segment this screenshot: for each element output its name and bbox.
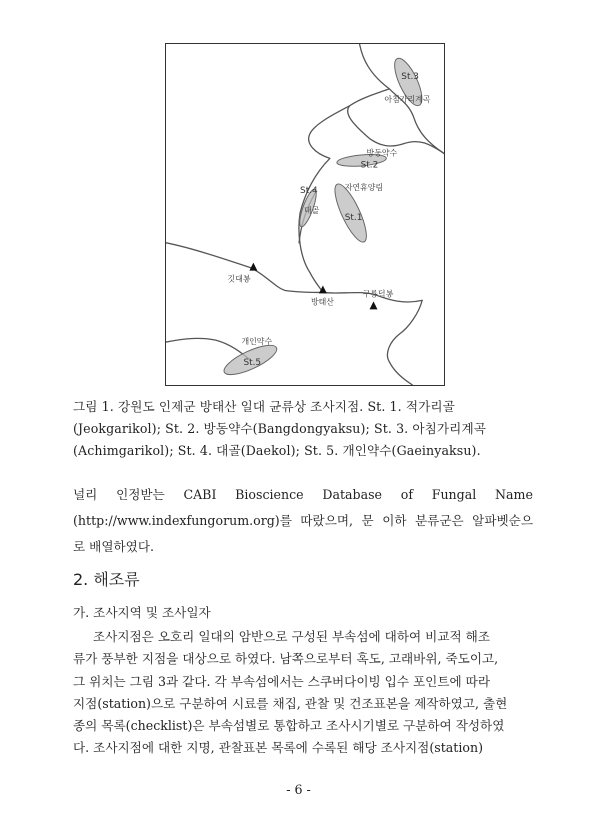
word: 분류군은 [415, 513, 464, 528]
peak-icon-gitdaebong [249, 263, 257, 271]
station-place-st3: 아침가리계곡 [384, 94, 431, 104]
paragraph-line: 로 배열하였다. [73, 539, 154, 554]
station-code-st5: St.5 [243, 357, 262, 368]
word: 널리 [73, 487, 98, 502]
word: Fungal [431, 487, 477, 502]
paragraph-line [73, 482, 533, 508]
peak-label-gitdaebong: 깃대봉 [227, 274, 251, 284]
figure-caption [73, 396, 533, 462]
survey-map-figure [165, 43, 445, 386]
station-code-st3: St.3 [401, 71, 419, 82]
paragraph-database [73, 482, 533, 560]
word: 따랐으며, [300, 513, 354, 528]
station-place-st1: 자연휴양림 [344, 183, 384, 193]
caption-line: (Achimgarikol); St. 4. 대골(Daekol); St. 5. 개인약수(Gaeinyaksu). [73, 443, 481, 458]
station-place-st4: 대골 [304, 206, 320, 216]
peak-label-bangtaesan: 방태산 [310, 297, 334, 307]
road-west [166, 243, 323, 293]
road-branch-st2 [309, 106, 350, 159]
peak-icon-guryongdeokbong [370, 301, 378, 309]
body-line: 종의 목록(checklist)은 부속섬별로 통합하고 조사시기별로 구분하여 작성하였 [73, 718, 505, 734]
station-place-st2: 방동약수 [366, 148, 398, 158]
survey-map [166, 44, 444, 385]
peak-label-guryongdeokbong: 구룡덕봉 [362, 289, 394, 299]
station-place-st5: 개인약수 [241, 337, 273, 347]
word: of [400, 487, 413, 502]
body-line: 류가 풍부한 지점을 대상으로 하였다. 남쪽으로부터 혹도, 고래바위, 죽도이고, [73, 651, 499, 667]
body-line: 조사지점은 오호리 일대의 암반으로 구성된 부속섬에 대하여 비교적 해조 [93, 629, 490, 644]
body-line: 그 위치는 그림 3과 같다. 각 부속섬에서는 스쿠버다이빙 입수 포인트에 따라 [73, 673, 491, 689]
word: Bioscience [235, 487, 304, 502]
word: CABI [183, 487, 217, 502]
caption-line: (Jeokgarikol); St. 2. 방동약수(Bangdongyaksu); St. 3. 아침가리계곡 [73, 421, 486, 436]
body-line: 지점(station)으로 구분하여 시료를 채집, 관찰 및 건조표본을 제작하였고, 출현 [73, 695, 508, 711]
section-title: 2. 해조류 [73, 570, 140, 589]
caption-line: 그림 1. 강원도 인제군 방태산 일대 균류상 조사지점. St. 1. 적가리골 [73, 399, 455, 414]
word: 문 [361, 513, 374, 528]
word: 인정받는 [116, 487, 165, 502]
word: Database [322, 487, 383, 502]
station-code-st4: St.4 [300, 186, 318, 197]
body-line: 다. 조사지점에 대한 지명, 관찰표본 목록에 수록된 해당 조사지점(station) [73, 740, 483, 756]
station-code-st1: St.1 [344, 212, 363, 223]
word: 이하 [382, 513, 407, 528]
word: Name [494, 487, 533, 502]
section-subtitle: 가. 조사지역 및 조사일자 [73, 605, 211, 620]
section-body [73, 626, 533, 760]
word: 알파벳순으 [472, 513, 533, 528]
paragraph-line [73, 508, 533, 534]
road-south [387, 300, 422, 384]
page-number: - 6 - [286, 782, 311, 797]
station-code-st2: St.2 [360, 160, 379, 171]
word: (http://www.indexfungorum.org)를 [73, 513, 292, 528]
